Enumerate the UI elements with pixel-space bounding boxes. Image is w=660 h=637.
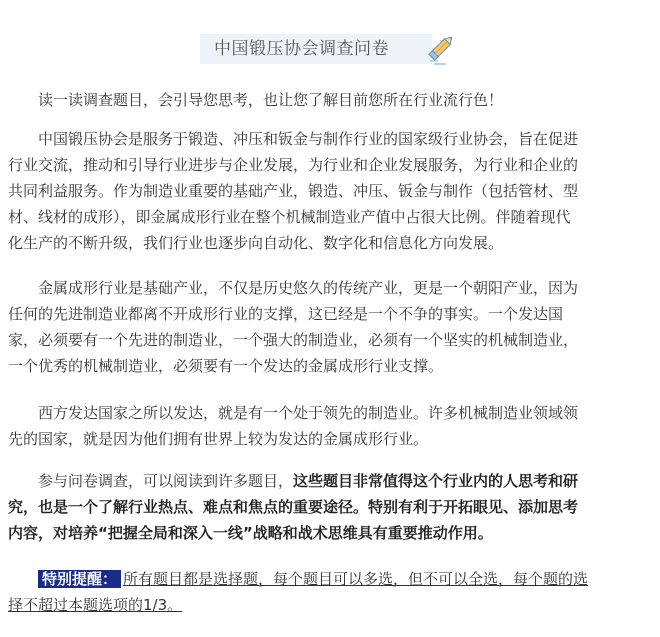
industry-line-3: 家，必须要有一个先进的制造业，一个强大的制造业，必须有一个坚实的机械制造业， [8, 331, 579, 349]
tip-label: 特别提醒： [38, 570, 121, 588]
page-title: 中国锻压协会调查问卷 [214, 39, 389, 59]
participation-bold-2: 究，也是一个了解行业热点、难点和焦点的重要途径。特别有利于开拓眼见、添加思考 [8, 498, 579, 516]
industry-line-4: 一个优秀的机械制造业，必须要有一个发达的金属成形行业支撑。 [8, 357, 444, 375]
western-line-2: 先的国家，就是因为他们拥有世界上较为发达的金属成形行业。 [8, 430, 429, 448]
participation-bold-3: 内容，对培养“把握全局和深入一线”战略和战术思维具有重要推动作用。 [8, 524, 493, 542]
intro-line: 读一读调查题目，会引导您思考，也让您了解目前您所在行业流行色！ [38, 91, 504, 109]
participation-paragraph [8, 468, 652, 546]
association-line-3: 共同利益服务。作为制造业重要的基础产业，锻造、冲压、钣金与制作（包括管材、型 [8, 182, 579, 200]
participation-lead: 参与问卷调查，可以阅读到许多题目， [38, 472, 294, 490]
tip-line-1 [8, 566, 652, 592]
association-line-5: 化生产的不断升级，我们行业也逐步向自动化、数字化和信息化方向发展。 [8, 234, 504, 252]
participation-bold-1: 这些题目非常值得这个行业内的人思考和研 [293, 472, 579, 490]
association-paragraph [8, 126, 652, 256]
western-line-1: 西方发达国家之所以发达，就是有一个处于领先的制造业。许多机械制造业领域领 [38, 404, 579, 422]
association-line-4: 材、线材的成形），即金属成形行业在整个机械制造业产值中占很大比例。伴随着现代 [8, 208, 571, 226]
western-paragraph [8, 400, 652, 452]
association-line-1: 中国锻压协会是服务于锻造、冲压和钣金与制作行业的国家级行业协会，旨在促进 [38, 130, 579, 148]
industry-paragraph [8, 275, 652, 379]
title-block [200, 30, 462, 70]
pencil-icon [424, 30, 458, 66]
industry-line-1: 金属成形行业是基础产业，不仅是历史悠久的传统产业，更是一个朝阳产业，因为 [38, 279, 579, 297]
participation-line-1 [8, 468, 652, 494]
intro-paragraph [8, 87, 652, 113]
association-line-2: 行业交流，推动和引导行业进步与企业发展，为行业和企业发展服务，为行业和企业的 [8, 156, 579, 174]
industry-line-2: 任何的先进制造业都离不开成形行业的支撑，这已经是一个不争的事实。一个发达国 [8, 305, 564, 323]
tip-text-2: 择不超过本题选项的1/3。 [8, 596, 183, 614]
tip-paragraph [8, 566, 652, 618]
tip-text-1: 所有题目都是选择题，每个题目可以多选，但不可以全选，每个题的选 [123, 570, 589, 588]
